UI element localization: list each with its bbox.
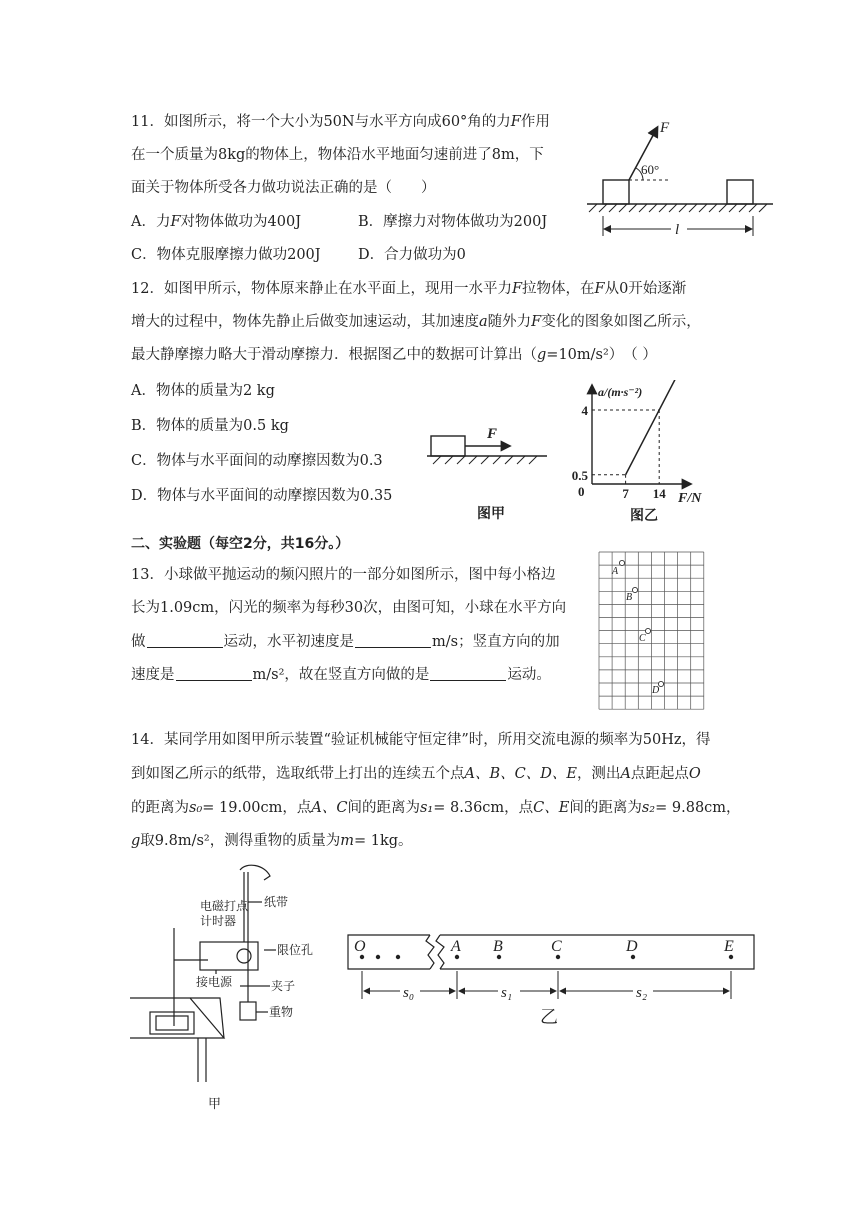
q13-line2: 长为1.09cm，闪光的频率为每秒30次，由图可知，小球在水平方向	[131, 600, 567, 616]
q13-line1: 13．小球做平抛运动的频闪照片的一部分如图所示，图中每小格边	[131, 567, 556, 583]
figure-yi-caption: 图乙	[630, 509, 658, 524]
figure-yi-caption: 乙	[540, 1007, 558, 1027]
tape-dots	[360, 955, 733, 959]
timer-body	[200, 942, 258, 970]
timer-wheel	[237, 949, 251, 963]
figure-jia-caption: 图甲	[477, 507, 505, 522]
tape-tear-2	[436, 935, 444, 969]
q13-line4: 速度是 m/s²，故在竖直方向做的是 运动。	[131, 667, 551, 683]
ground-hatch	[433, 456, 537, 464]
q14-line4: g取9.8m/s²，测得重物的质量为m= 1kg。	[131, 833, 413, 849]
q13-grid-figure	[597, 550, 707, 712]
q12-line3: 最大静摩擦力略大于滑动摩擦力．根据图乙中的数据可计算出（g=10m/s²） （ ）	[131, 347, 657, 363]
q12-line1: 12．如图甲所示，物体原来静止在水平面上，现用一水平力F拉物体，在F从0开始逐渐	[131, 281, 687, 297]
label-tape: 纸带	[264, 895, 289, 909]
angle-label: 60°	[641, 162, 660, 177]
q12-option-b[interactable]: B．物体的质量为0.5 kg	[131, 418, 289, 434]
q11-figure	[585, 112, 780, 242]
blank-vertical-motion[interactable]	[430, 666, 506, 681]
q12-line2: 增大的过程中，物体先静止后做变加速运动，其加速度a随外力F变化的图象如图乙所示，	[131, 314, 701, 330]
s0-label: s₀	[403, 985, 415, 1001]
table-top	[130, 998, 224, 1038]
q11-option-d[interactable]: D．合力做功为0	[358, 247, 466, 263]
point-d-label: D	[652, 685, 660, 696]
s2-label: s₂	[636, 985, 648, 1001]
weight	[240, 1002, 256, 1020]
y-tick-label: 4	[581, 403, 588, 418]
tape-tear	[426, 935, 434, 969]
point-d-label: D	[626, 938, 638, 955]
point-a-label: A	[451, 938, 461, 955]
q12-figure-jia	[425, 410, 555, 525]
q12-option-a[interactable]: A．物体的质量为2 kg	[131, 383, 275, 399]
label-timer-1: 电磁打点	[200, 899, 249, 913]
q12-option-c[interactable]: C．物体与水平面间的动摩擦因数为0.3	[131, 453, 383, 469]
point-b	[632, 587, 637, 592]
blank-horizontal-motion[interactable]	[147, 633, 223, 648]
q13-line3: 做 运动，水平初速度是 m/s；竖直方向的加	[131, 634, 560, 650]
figure-jia-caption: 甲	[208, 1096, 222, 1111]
label-hole: 限位孔	[277, 943, 314, 957]
q14-line2: 到如图乙所示的纸带，选取纸带上打出的连续五个点A、B、C、D、E，测出A点距起点O	[131, 766, 701, 782]
origin-label: 0	[578, 484, 585, 499]
q11-line2: 在一个质量为8kg的物体上，物体沿水平地面匀速前进了8m，下	[131, 147, 544, 163]
block-right	[727, 180, 753, 204]
point-c	[645, 628, 650, 633]
q14-tape-figure	[340, 925, 760, 1030]
x-tick-label: 7	[622, 486, 629, 501]
point-c-label: C	[639, 633, 646, 644]
point-c-label: C	[551, 938, 562, 955]
section-title: 二、实验题（每空2分，共16分。）	[131, 536, 350, 552]
point-e-label: E	[724, 938, 734, 955]
blank-vertical-acceleration[interactable]	[176, 666, 252, 681]
ground-hatch	[589, 204, 767, 212]
y-axis-label: a/(m·s⁻²)	[598, 385, 643, 399]
q12-chart-yi	[560, 380, 730, 525]
q11-line1: 11．如图所示，将一个大小为50N与水平方向成60°角的力F作用	[131, 114, 550, 130]
q11-option-c[interactable]: C．物体克服摩擦力做功200J	[131, 247, 321, 263]
y-tick-label: 0.5	[571, 467, 588, 483]
q11-option-b[interactable]: B．摩擦力对物体做功为200J	[358, 214, 548, 230]
label-clip: 夹子	[271, 979, 296, 993]
pull-force-label: F	[487, 426, 498, 442]
point-o-label: O	[354, 938, 366, 955]
s1-label: s₁	[501, 985, 513, 1001]
length-label: l	[675, 222, 680, 238]
label-weight: 重物	[269, 1005, 294, 1019]
block-left	[603, 180, 629, 204]
q11-option-a[interactable]: A．力F对物体做功为400J	[131, 214, 302, 230]
stand-base-inner	[156, 1016, 188, 1030]
point-a	[619, 560, 624, 565]
q14-line3: 的距离为s₀= 19.00cm，点A、C间的距离为s₁= 8.36cm，点C、E间的距离为s₂= 9.88cm，	[131, 800, 741, 816]
x-tick-label: 14	[652, 486, 666, 501]
tape-right-segment	[440, 935, 754, 969]
q14-apparatus-figure	[128, 862, 333, 1130]
stand-base	[150, 1012, 194, 1034]
q11-line3: 面关于物体所受各力做功说法正确的是（ ）	[131, 180, 436, 196]
x-axis-label: F/N	[678, 491, 702, 506]
label-power: 接电源	[196, 975, 233, 989]
point-b-label: B	[626, 592, 633, 603]
q14-line1: 14．某同学用如图甲所示装置“验证机械能守恒定律”时，所用交流电源的频率为50Hz，得	[131, 732, 711, 748]
label-timer-2: 计时器	[200, 914, 237, 928]
force-label: F	[660, 120, 670, 136]
block	[431, 436, 465, 456]
q12-option-d[interactable]: D．物体与水平面间的动摩擦因数为0.35	[131, 488, 393, 504]
point-b-label: B	[493, 938, 503, 955]
point-a-label: A	[612, 566, 619, 577]
blank-initial-velocity[interactable]	[355, 633, 431, 648]
